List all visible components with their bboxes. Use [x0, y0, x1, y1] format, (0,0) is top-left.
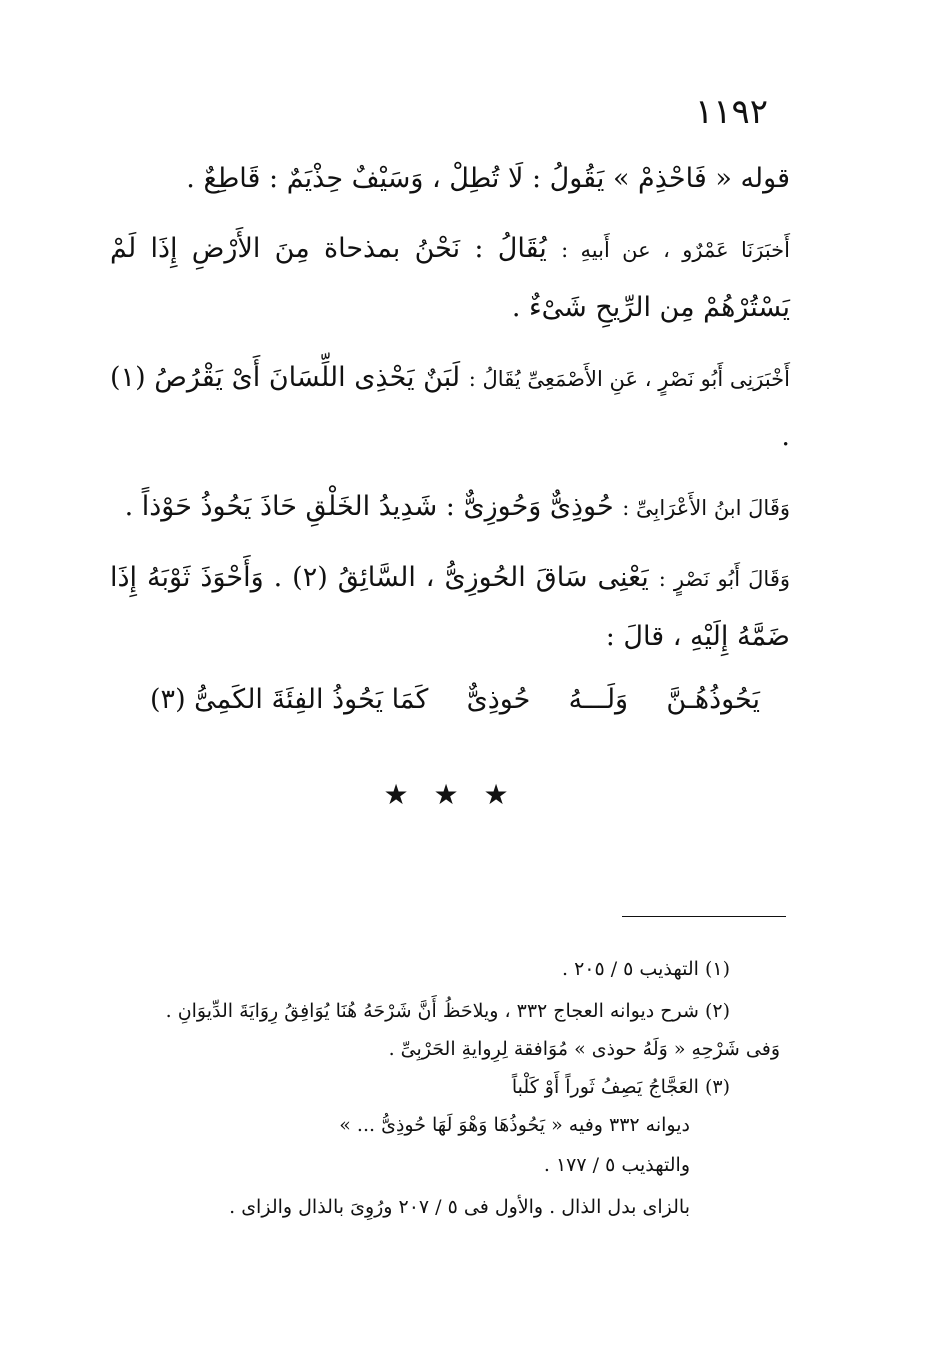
paragraph-5 [110, 549, 790, 666]
verse-part-1: يَحُوذُهُـنَّ [666, 684, 760, 715]
paragraph-1-text: قوله « فَاحْذِمْ » يَقُولُ : لَا تُطِلْ ، وَسَيْفٌ حِذْيَمٌ : قَاطِعٌ . [186, 163, 790, 194]
verse-line [150, 672, 760, 728]
footnote-divider [622, 916, 786, 917]
footnote-2-line-1: (٢) شرح ديوانه العجاج ٣٣٢ ، ويلاحَظُ أَنَّ شَرْحَهُ هُنَا يُوَافِقُ رِوَايَةَ الدِّيوَانِ . [165, 1000, 730, 1022]
paragraph-1 [110, 150, 790, 208]
paragraph-3 [110, 349, 790, 466]
paragraph-2 [110, 220, 790, 337]
paragraph-5-lead: وَقَالَ أَبُو نَصْرٍ : [658, 567, 790, 591]
paragraph-2-text: يُقَالُ : نَحْنُ بمذحاة مِنَ الأَرْضِ إِذَا لَمْ يَسْتُرْهُمْ مِن الرِّيحِ شَىْءٌ . [110, 233, 790, 323]
footnote-3-line-1: (٣) العَجَّاجُ يَصِفُ ثَوراً أَوْ كَلْباً [511, 1076, 730, 1098]
paragraph-3-text: لَبَنٌ يَحْذِى اللِّسَانَ أَىْ يَقْرُصُ (١) . [110, 362, 790, 452]
main-text [110, 150, 790, 666]
footnote-3-line-2: ديوانه ٣٣٢ وفيه « يَحُوذُهَا وَهْوَ لَهَا حُوذِىُّ ... » [339, 1114, 690, 1136]
verse-part-4: كَمَا يَحُوذُ الفِئَةَ الكَمِىُّ (٣) [150, 684, 429, 715]
paragraph-4-text: حُوذِىٌّ وَحُوزِىٌّ : شَدِيدُ الخَلْقِ حَاذَ يَحُوذُ حَوْذاً . [124, 491, 614, 522]
paragraph-2-lead: أَخبَرَنَا عَمْرٌو ، عن أَبيهِ : [561, 238, 790, 262]
footnote-2-line-2: وَفى شَرْحِهِ « وَلَهُ حوذى » مُوَافقة لِرِوايةِ الحَرْبِىِّ . [388, 1038, 780, 1060]
paragraph-4 [110, 478, 790, 537]
footnote-3-line-4: بالزاى بدل الذال . والأول فى ٥ / ٢٠٧ ورُوِىَ بالذال والزاى . [229, 1196, 690, 1218]
page-number: ١١٩٢ [694, 92, 768, 132]
verse-part-3: حُوذِىٌّ [466, 684, 531, 715]
footnote-3-line-3: والتهذيب ٥ / ١٧٧ . [543, 1154, 690, 1176]
verse-part-2: وَلَـــهُ [568, 684, 629, 715]
paragraph-5-text: يَعْنِى سَاقَ الحُوزِىُّ ، السَّائِقُ (٢) . وَأَحْوَذَ ثَوْبَهُ إِذَا ضَمَّهُ إِلَيْهِ ، قالَ : [110, 562, 790, 652]
footnote-1: (١) التهذيب ٥ / ٢٠٥ . [561, 958, 730, 980]
paragraph-4-lead: وَقَالَ ابنُ الأَعْرَابِىِّ : [622, 496, 790, 520]
section-separator-stars: ★ ★ ★ [383, 778, 517, 811]
paragraph-3-lead: أَخْبَرَنِى أَبُو نَصْرٍ ، عَنِ الأَصْمَعِىِّ يُقَالُ : [468, 367, 790, 391]
